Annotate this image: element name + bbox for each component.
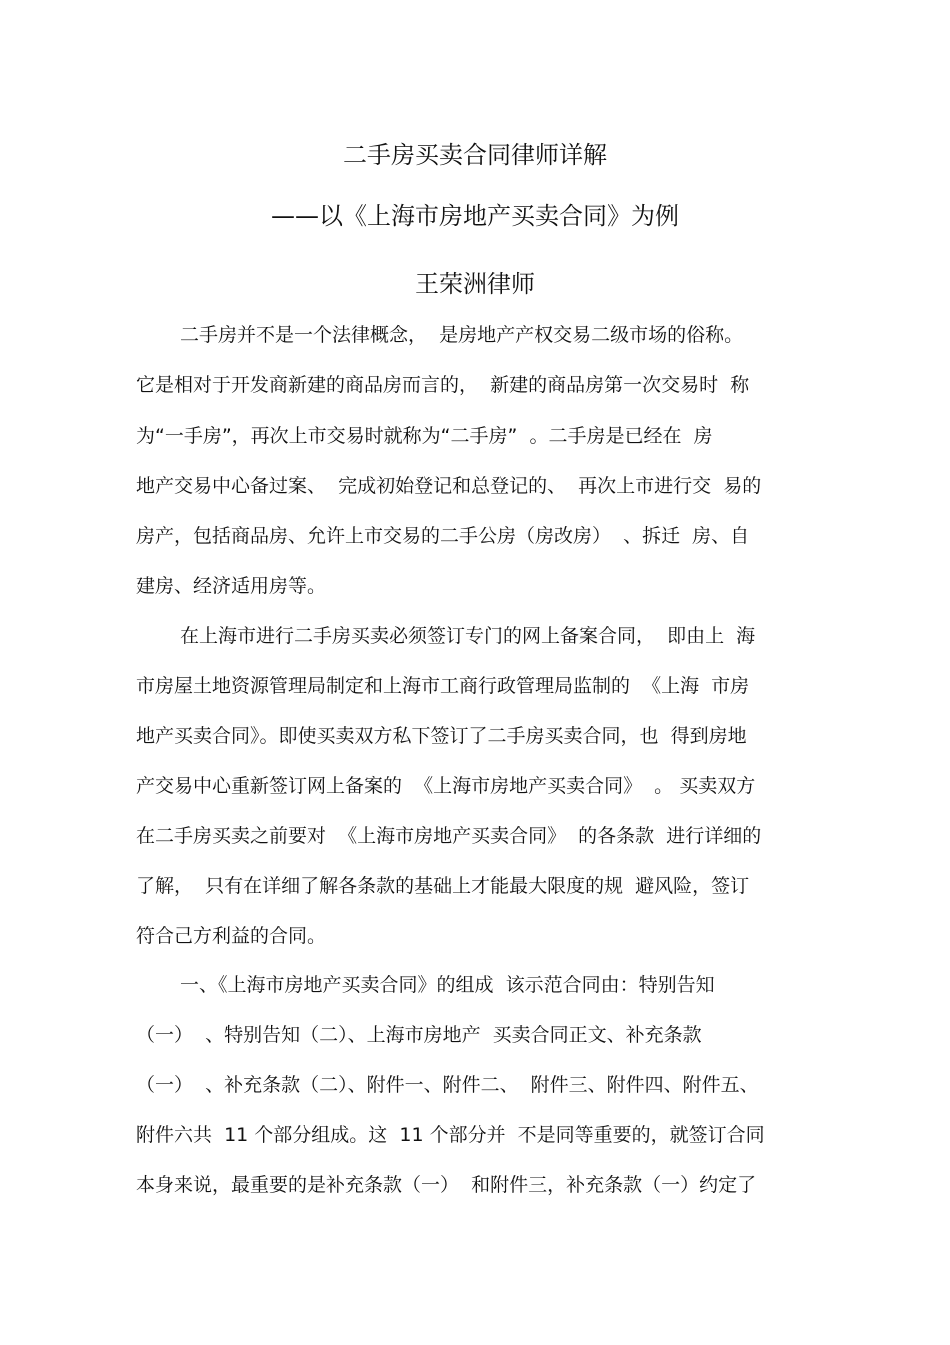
paragraph-1-line-5: 房产，包括商品房、允许上市交易的二手公房（房改房） 、拆迁 房、自 [136, 525, 750, 547]
paragraph-1-line-1: 二手房并不是一个法律概念， 是房地产产权交易二级市场的俗称。 [180, 324, 744, 346]
author-name: 王荣洲律师 [415, 270, 535, 298]
paragraph-3-line-2: （一） 、特别告知（二）、上海市房地产 买卖合同正文、补充条款 [136, 1024, 702, 1046]
paragraph-1-line-6: 建房、经济适用房等。 [136, 575, 327, 597]
paragraph-3-line-4: 附件六共 11 个部分组成。这 11 个部分并 不是同等重要的，就签订合同 [136, 1124, 765, 1146]
paragraph-2-line-2: 市房屋土地资源管理局制定和上海市工商行政管理局监制的 《上海 市房 [136, 675, 750, 697]
paragraph-3-line-5: 本身来说，最重要的是补充条款（一） 和附件三，补充条款（一）约定了 [136, 1174, 757, 1196]
paragraph-1-line-3: 为“一手房”，再次上市交易时就称为“二手房” 。二手房是已经在 房 [136, 425, 713, 447]
paragraph-3-line-3: （一） 、补充条款（二）、附件一、附件二、 附件三、附件四、附件五、 [136, 1074, 759, 1096]
paragraph-2-line-3: 地产买卖合同》。即使买卖双方私下签订了二手房买卖合同，也 得到房地 [136, 725, 747, 747]
document-subtitle: ——以《上海市房地产买卖合同》为例 [271, 202, 679, 230]
paragraph-2-line-7: 符合己方利益的合同。 [136, 925, 327, 947]
paragraph-3-line-1: 一、《上海市房地产买卖合同》的组成 该示范合同由：特别告知 [180, 974, 715, 996]
paragraph-2-line-4: 产交易中心重新签订网上备案的 《上海市房地产买卖合同》 。 买卖双方 [136, 775, 756, 797]
paragraph-1-line-2: 它是相对于开发商新建的商品房而言的， 新建的商品房第一次交易时 称 [136, 374, 750, 396]
document-title: 二手房买卖合同律师详解 [343, 141, 607, 169]
paragraph-2-line-6: 了解， 只有在详细了解各条款的基础上才能最大限度的规 避风险，签订 [136, 875, 750, 897]
paragraph-1-line-4: 地产交易中心备过案、 完成初始登记和总登记的、 再次上市进行交 易的 [136, 475, 762, 497]
paragraph-2-line-1: 在上海市进行二手房买卖必须签订专门的网上备案合同， 即由上 海 [180, 625, 756, 647]
paragraph-2-line-5: 在二手房买卖之前要对 《上海市房地产买卖合同》 的各条款 进行详细的 [136, 825, 762, 847]
